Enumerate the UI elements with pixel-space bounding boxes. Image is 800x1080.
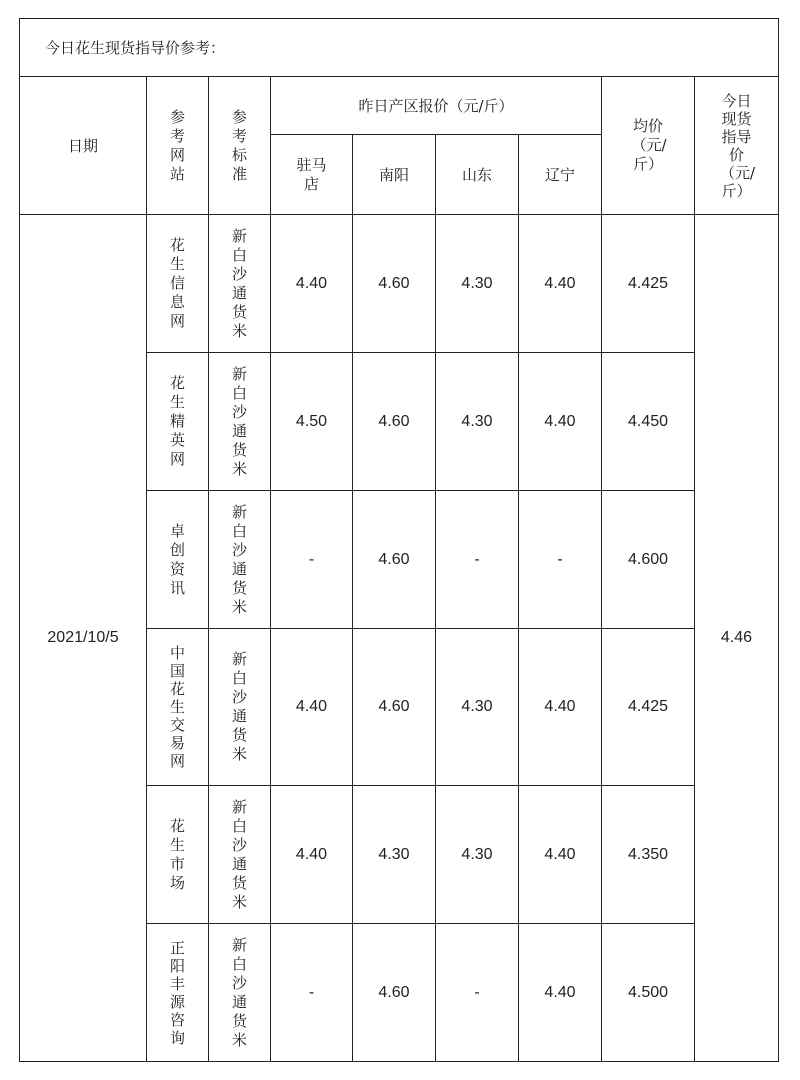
price-zhumadian: 4.40 [271,786,353,924]
guide-price-cell: 4.46 [695,215,779,1062]
price-shandong: 4.30 [436,786,519,924]
site-cell [147,215,209,353]
price-shandong: - [436,924,519,1062]
price-table-frame [19,18,778,1065]
page-title: 今日花生现货指导价参考： [20,19,779,77]
standard-cell [209,353,271,491]
header-region-zhumadian: 驻马店 [296,155,327,193]
standard-cell [209,215,271,353]
table-row [20,215,779,353]
header-guide-cell [695,77,779,215]
price-zhumadian: 4.50 [271,353,353,491]
price-shandong: - [436,491,519,629]
price-nanyang: 4.60 [353,491,436,629]
header-site-cell [147,77,209,215]
price-shandong: 4.30 [436,353,519,491]
header-row-1 [20,77,779,135]
standard-name: 新白沙通货米 [232,935,248,1049]
price-nanyang: 4.60 [353,629,436,786]
header-region-liaoning: 辽宁 [519,135,602,215]
site-cell [147,629,209,786]
standard-cell [209,924,271,1062]
header-standard-cell [209,77,271,215]
standard-name: 新白沙通货米 [232,797,248,911]
header-standard: 参考标准 [232,107,248,183]
header-date: 日期 [20,77,147,215]
site-cell [147,786,209,924]
price-avg: 4.450 [602,353,695,491]
site-cell [147,353,209,491]
price-liaoning: 4.40 [519,786,602,924]
price-avg: 4.350 [602,786,695,924]
site-cell [147,491,209,629]
price-nanyang: 4.60 [353,215,436,353]
price-avg: 4.425 [602,629,695,786]
standard-name: 新白沙通货米 [232,502,248,616]
price-zhumadian: 4.40 [271,215,353,353]
header-region-nanyang: 南阳 [353,135,436,215]
standard-cell [209,786,271,924]
price-nanyang: 4.30 [353,786,436,924]
price-table [19,18,779,1062]
site-cell [147,924,209,1062]
price-zhumadian: 4.40 [271,629,353,786]
price-liaoning: - [519,491,602,629]
site-name: 卓创资讯 [170,521,186,597]
standard-name: 新白沙通货米 [232,650,248,763]
price-zhumadian: - [271,924,353,1062]
header-avg: 均价（元/斤） [631,117,667,173]
price-avg: 4.500 [602,924,695,1062]
price-liaoning: 4.40 [519,215,602,353]
site-name: 正阳丰源咨询 [170,938,186,1047]
price-liaoning: 4.40 [519,353,602,491]
price-shandong: 4.30 [436,215,519,353]
site-name: 花生信息网 [170,236,186,330]
price-shandong: 4.30 [436,629,519,786]
standard-name: 新白沙通货米 [232,364,248,478]
header-region-shandong: 山东 [436,135,519,215]
site-name: 花生市场 [170,816,186,892]
standard-cell [209,629,271,786]
title-row [20,19,779,77]
standard-cell [209,491,271,629]
header-avg-cell [602,77,695,215]
standard-name: 新白沙通货米 [232,226,248,340]
price-nanyang: 4.60 [353,353,436,491]
site-name: 花生精英网 [170,374,186,468]
header-site: 参考网站 [170,107,186,183]
price-liaoning: 4.40 [519,924,602,1062]
site-name: 中国花生交易网 [170,644,186,770]
header-guide: 今日现货指导价（元/斤） [720,91,756,200]
header-yesterday-quote: 昨日产区报价（元/斤） [271,77,602,135]
price-liaoning: 4.40 [519,629,602,786]
price-avg: 4.425 [602,215,695,353]
price-avg: 4.600 [602,491,695,629]
date-cell: 2021/10/5 [20,215,147,1062]
header-region-zhumadian-cell [271,135,353,215]
price-nanyang: 4.60 [353,924,436,1062]
price-zhumadian: - [271,491,353,629]
